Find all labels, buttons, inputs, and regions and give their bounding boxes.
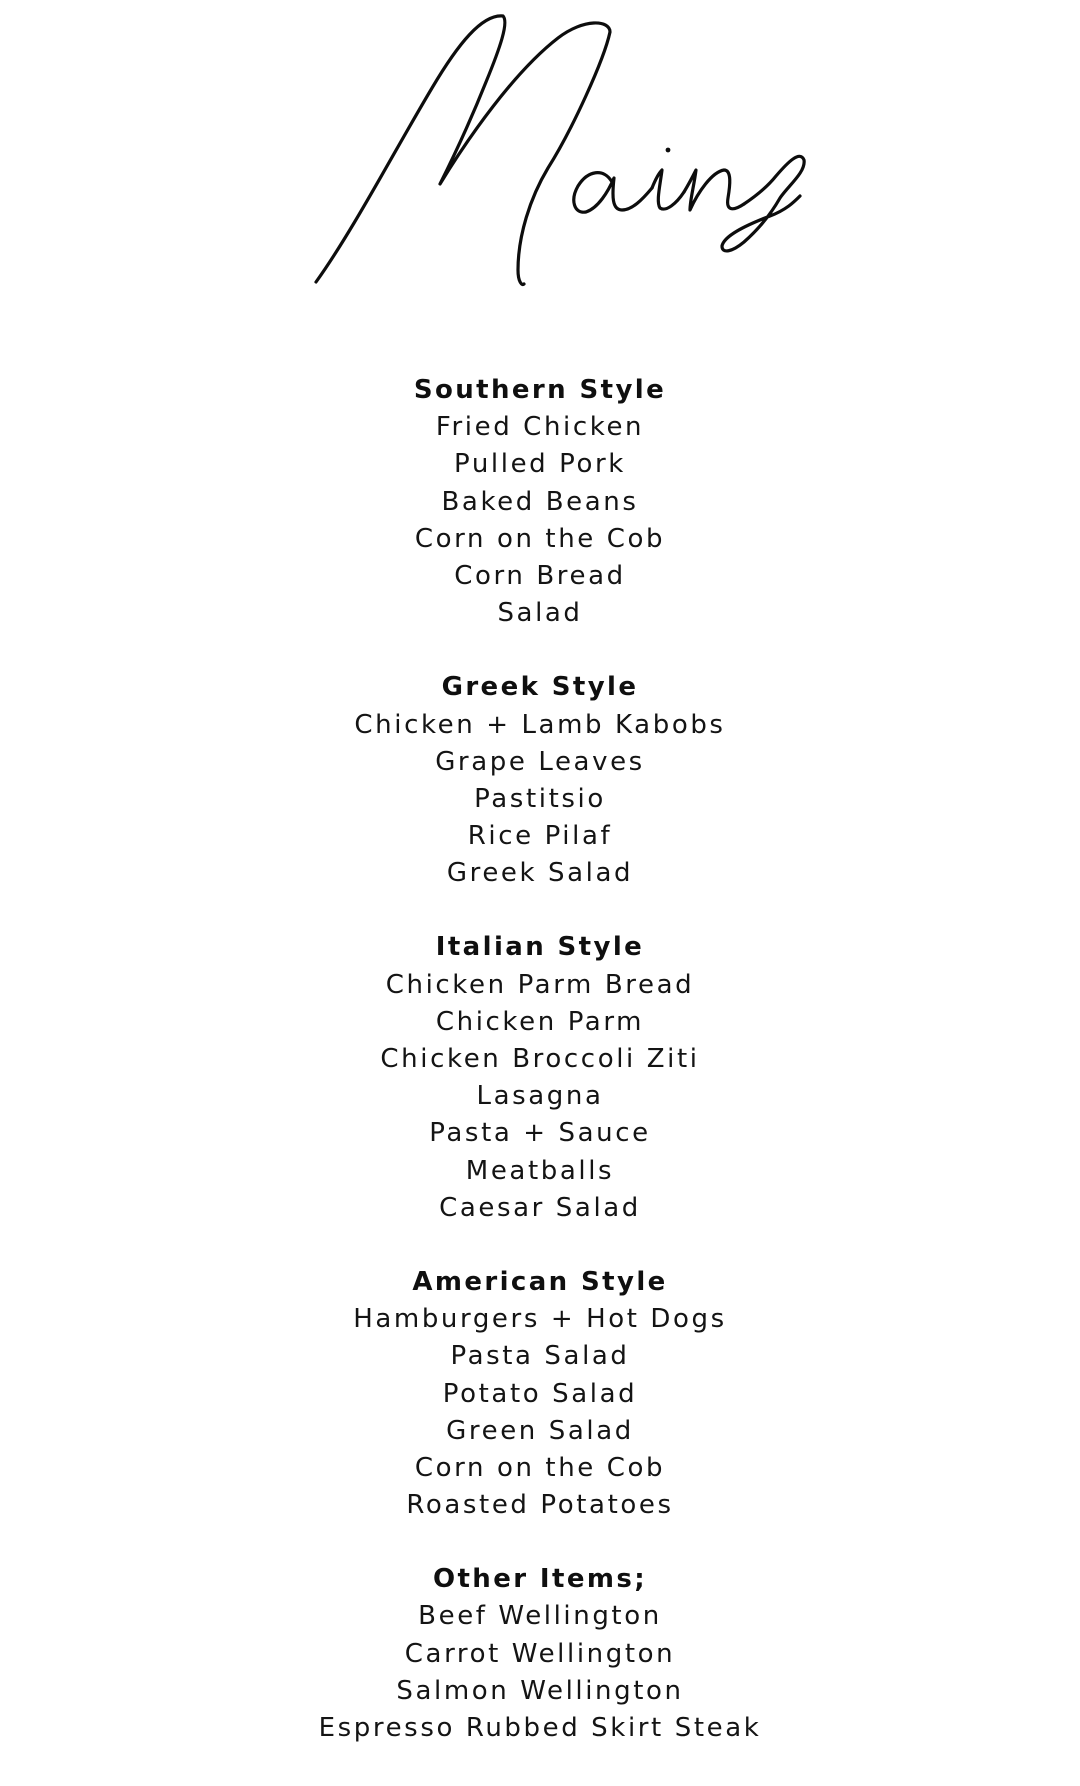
section-heading: Italian Style — [435, 932, 645, 963]
menu-item: Chicken Parm — [435, 1006, 645, 1037]
section-heading: Southern Style — [413, 375, 667, 405]
menu-section-italian — [0, 929, 1080, 1227]
menu-item: Roasted Potatoes — [406, 1490, 674, 1521]
menu-item: Carrot Wellington — [404, 1638, 676, 1669]
menu-item: Corn Bread — [454, 560, 626, 591]
menu-item: Chicken Parm Bread — [385, 969, 695, 1000]
menu-item: Fried Chicken — [435, 412, 645, 443]
menu-list — [0, 372, 1080, 1784]
menu-item: Caesar Salad — [439, 1192, 641, 1223]
menu-item: Corn on the Cob — [414, 1452, 666, 1483]
menu-item: Chicken + Lamb Kabobs — [354, 709, 726, 740]
menu-item: Green Salad — [446, 1415, 634, 1446]
menu-item: Hamburgers + Hot Dogs — [353, 1304, 727, 1335]
menu-item: Meatballs — [465, 1155, 615, 1186]
menu-item: Corn on the Cob — [414, 523, 666, 554]
menu-section-greek — [0, 669, 1080, 892]
section-heading: Other Items; — [432, 1564, 648, 1595]
section-heading: Greek Style — [441, 672, 639, 703]
menu-item: Rice Pilaf — [467, 821, 613, 852]
menu-item: Salad — [497, 598, 583, 629]
menu-section-american — [0, 1264, 1080, 1524]
menu-item: Pulled Pork — [454, 449, 626, 480]
menu-item: Potato Salad — [442, 1378, 638, 1409]
menu-item: Lasagna — [476, 1081, 604, 1112]
mains-script-title — [0, 0, 1080, 300]
section-heading: American Style — [412, 1266, 668, 1297]
menu-item: Chicken Broccoli Ziti — [380, 1044, 700, 1074]
menu-item: Espresso Rubbed Skirt Steak — [318, 1713, 762, 1743]
menu-item: Pasta + Sauce — [429, 1118, 651, 1149]
menu-item: Grape Leaves — [435, 746, 645, 777]
menu-section-other — [0, 1561, 1080, 1747]
menu-section-southern — [0, 372, 1080, 632]
menu-item: Greek Salad — [446, 858, 634, 889]
menu-item: Pastitsio — [474, 783, 606, 814]
menu-item: Salmon Wellington — [396, 1675, 684, 1706]
menu-item: Pasta Salad — [450, 1341, 630, 1372]
menu-item: Baked Beans — [441, 486, 639, 517]
menu-item: Beef Wellington — [418, 1601, 662, 1632]
